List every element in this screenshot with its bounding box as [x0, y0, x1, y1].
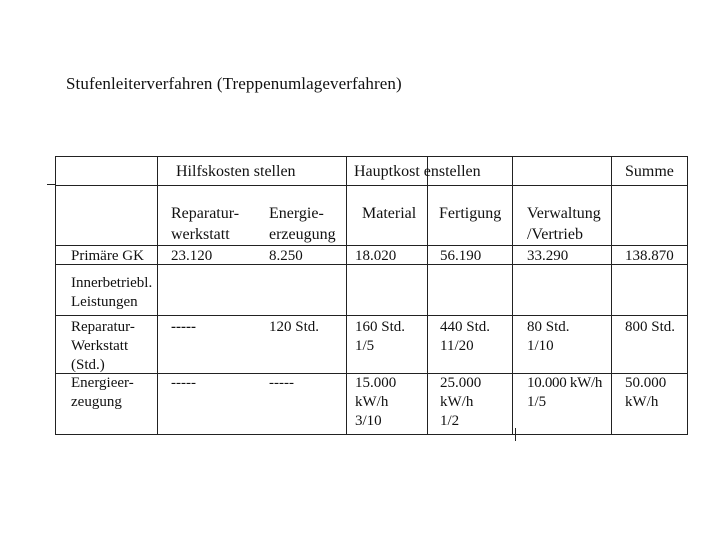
column-header-energie: erzeugung — [269, 226, 336, 243]
energie-material-anteil: 3/10 — [355, 413, 382, 429]
energie-material: 15.000 — [355, 375, 397, 391]
energie-material-einheit: kW/h — [355, 394, 389, 410]
row-label-innerbetrieblich: Innerbetriebl. — [71, 275, 153, 291]
row-label-innerbetrieblich: Leistungen — [71, 294, 138, 310]
divider — [611, 157, 612, 434]
column-header-reparatur: Reparatur- — [171, 205, 240, 222]
energie-fertigung-einheit: kW/h — [440, 394, 474, 410]
row-label-energieerzeugung: zeugung — [71, 394, 122, 410]
reparatur-fertigung-anteil: 11/20 — [440, 338, 474, 354]
group-header-hilfskosten: Hilfskosten stellen — [176, 163, 296, 180]
reparatur-fertigung: 440 Std. — [440, 319, 491, 335]
primaere-summe: 138.870 — [625, 248, 674, 264]
reparatur-material-anteil: 1/5 — [355, 338, 375, 354]
reparatur-verwaltung: 80 Std. — [527, 319, 570, 335]
primaere-verwaltung: 33.290 — [527, 248, 569, 264]
primaere-fertigung: 56.190 — [440, 248, 482, 264]
reparatur-energie: 120 Std. — [269, 319, 320, 335]
column-header-energie: Energie- — [269, 205, 324, 222]
divider — [56, 245, 687, 246]
group-header-hauptkosten: Hauptkost enstellen — [354, 163, 481, 180]
energie-reparatur: ----- — [171, 375, 196, 391]
reparatur-verwaltung-anteil: 1/10 — [527, 338, 554, 354]
row-label-reparatur: Werkstatt — [71, 338, 129, 354]
divider — [157, 157, 158, 434]
column-header-verwaltung: /Vertrieb — [527, 226, 583, 243]
energie-verwaltung: 10.000 kW/h — [527, 375, 603, 391]
primaere-material: 18.020 — [355, 248, 397, 264]
column-header-fertigung: Fertigung — [439, 205, 502, 222]
energie-verwaltung-anteil: 1/5 — [527, 394, 547, 410]
primaere-energie: 8.250 — [269, 248, 303, 264]
reparatur-reparatur: ----- — [171, 319, 196, 335]
column-header-material: Material — [362, 205, 417, 222]
energie-summe: 50.000 — [625, 375, 667, 391]
energie-fertigung: 25.000 — [440, 375, 482, 391]
energie-energie: ----- — [269, 375, 294, 391]
cost-allocation-table — [55, 156, 688, 435]
row-label-energieerzeugung: Energieer- — [71, 375, 134, 391]
divider — [56, 185, 687, 186]
primaere-reparatur: 23.120 — [171, 248, 213, 264]
energie-fertigung-anteil: 1/2 — [440, 413, 460, 429]
divider — [512, 157, 513, 434]
group-header-summe: Summe — [625, 163, 674, 180]
page-title: Stufenleiterverfahren (Treppenumlageverfahren) — [66, 74, 402, 93]
row-label-reparatur: Reparatur- — [71, 319, 135, 335]
divider — [427, 157, 428, 434]
column-header-verwaltung: Verwaltung — [527, 205, 601, 222]
row-label-reparatur: (Std.) — [71, 357, 105, 373]
reparatur-material: 160 Std. — [355, 319, 406, 335]
column-header-reparatur: werkstatt — [171, 226, 230, 243]
divider — [346, 157, 347, 434]
energie-summe-einheit: kW/h — [625, 394, 659, 410]
divider — [56, 315, 687, 316]
reparatur-summe: 800 Std. — [625, 319, 676, 335]
row-label-primaere: Primäre GK — [71, 248, 144, 264]
